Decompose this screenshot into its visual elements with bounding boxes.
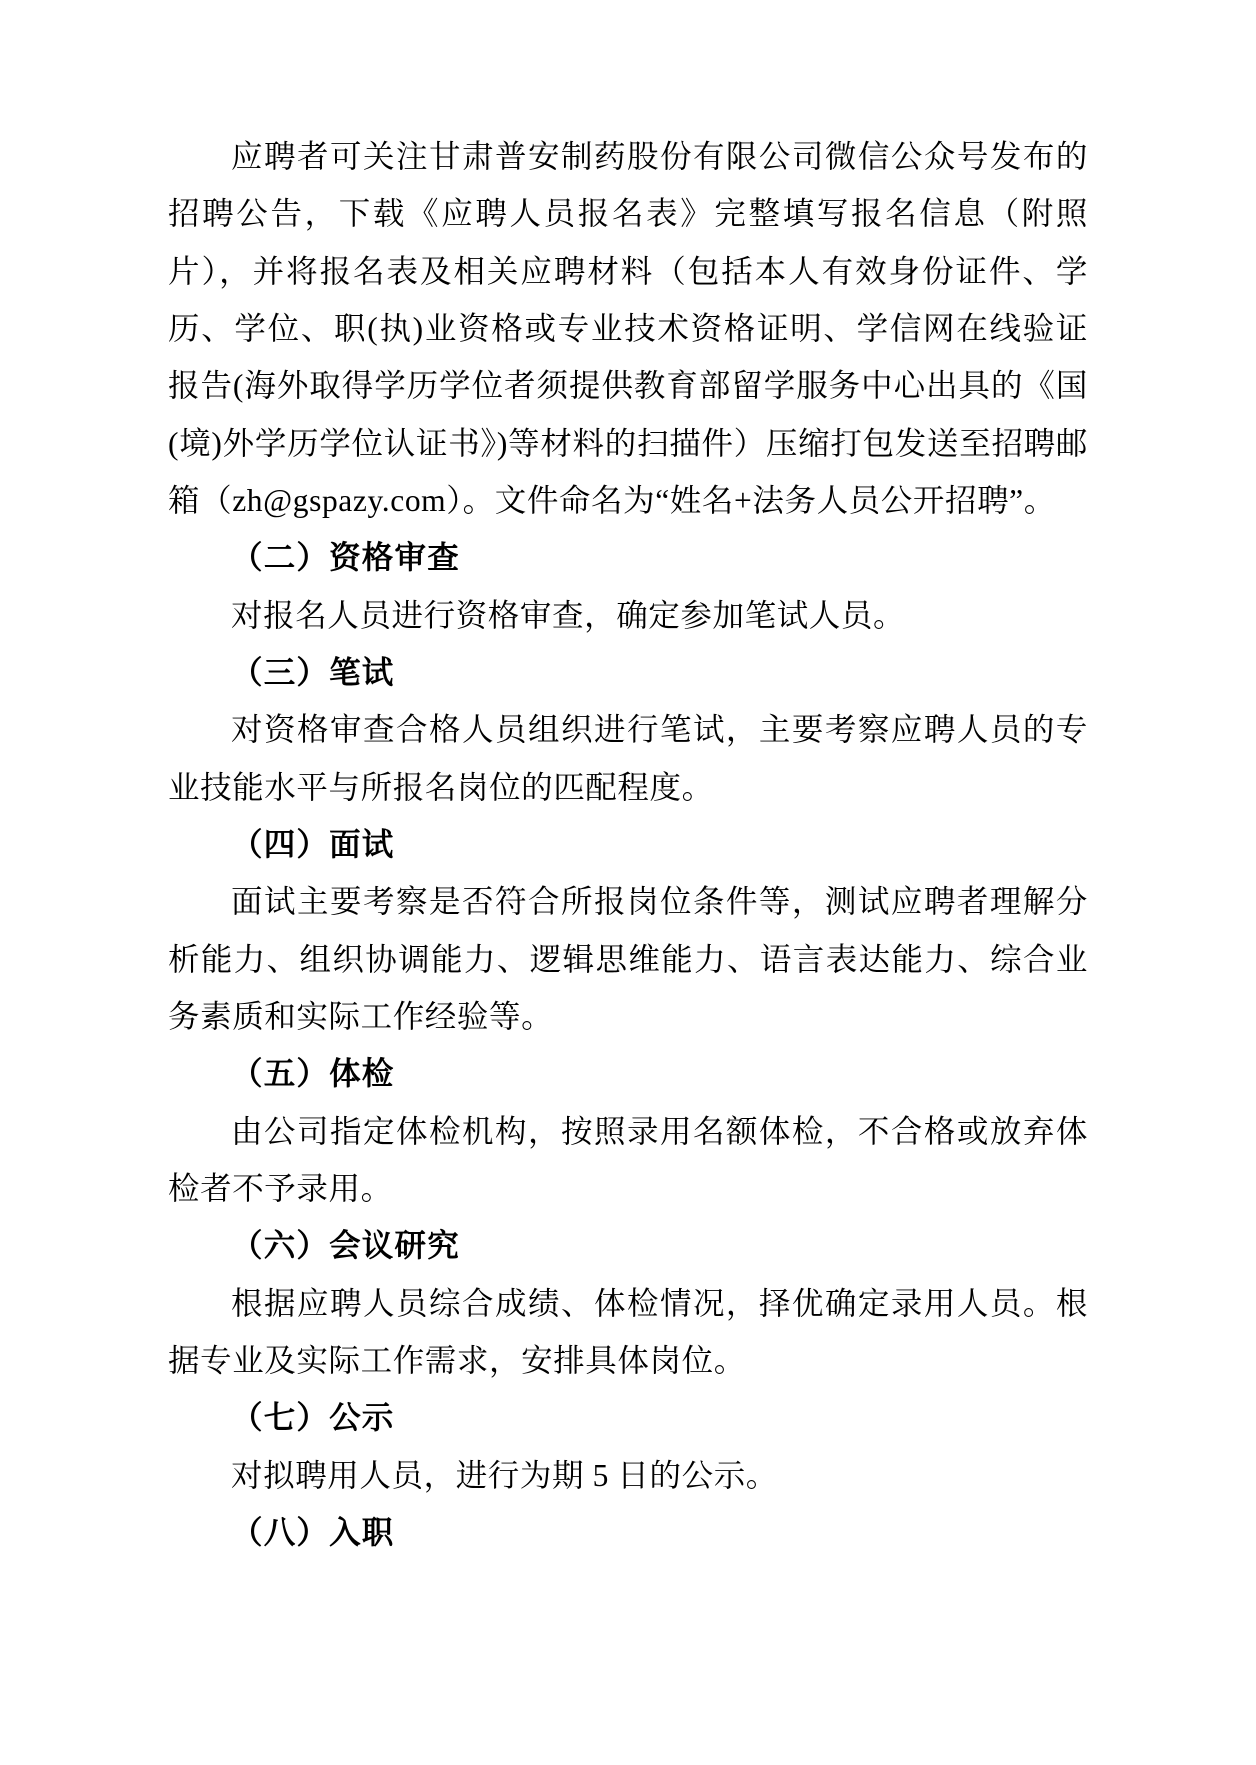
- heading-publicity: （七）公示: [231, 1400, 395, 1436]
- paragraph-written-exam: 对资格审查合格人员组织进行笔试，主要考察应聘人员的专业技能水平与所报名岗位的匹配程度。: [168, 712, 1088, 805]
- heading-written-exam: （三）笔试: [231, 654, 395, 690]
- paragraph-publicity: 对拟聘用人员，进行为期 5 日的公示。: [231, 1457, 778, 1493]
- paragraph-interview: 面试主要考察是否符合所报岗位条件等，测试应聘者理解分析能力、组织协调能力、逻辑思维能力、语言表达能力、综合业务素质和实际工作经验等。: [168, 884, 1088, 1034]
- heading-onboarding: （八）入职: [231, 1514, 395, 1550]
- heading-medical-exam: （五）体检: [231, 1056, 395, 1092]
- heading-meeting-review: （六）会议研究: [231, 1228, 460, 1264]
- paragraph-meeting-review: 根据应聘人员综合成绩、体检情况，择优确定录用人员。根据专业及实际工作需求，安排具体岗位。: [168, 1285, 1088, 1378]
- heading-interview: （四）面试: [231, 826, 395, 862]
- paragraph-registration-method: 应聘者可关注甘肃普安制药股份有限公司微信公众号发布的招聘公告，下载《应聘人员报名表》完整填写报名信息（附照片），并将报名表及相关应聘材料（包括本人有效身份证件、学历、学位、职(执)业资格或专业技术资格证明、学信网在线验证报告(海外取得学历学位者须提供教育部留学服务中心出具的《国(境)外学历学位认证书》)等材料的扫描件）压缩打包发送至招聘邮箱（zh@gspazy.com）。文件命名为“姓名+法务人员公开招聘”。: [168, 139, 1088, 518]
- heading-qualification-review: （二）资格审查: [231, 540, 460, 576]
- document-body: [168, 128, 1088, 1561]
- paragraph-medical-exam: 由公司指定体检机构，按照录用名额体检，不合格或放弃体检者不予录用。: [168, 1113, 1088, 1206]
- paragraph-qualification-review: 对报名人员进行资格审查，确定参加笔试人员。: [231, 597, 906, 633]
